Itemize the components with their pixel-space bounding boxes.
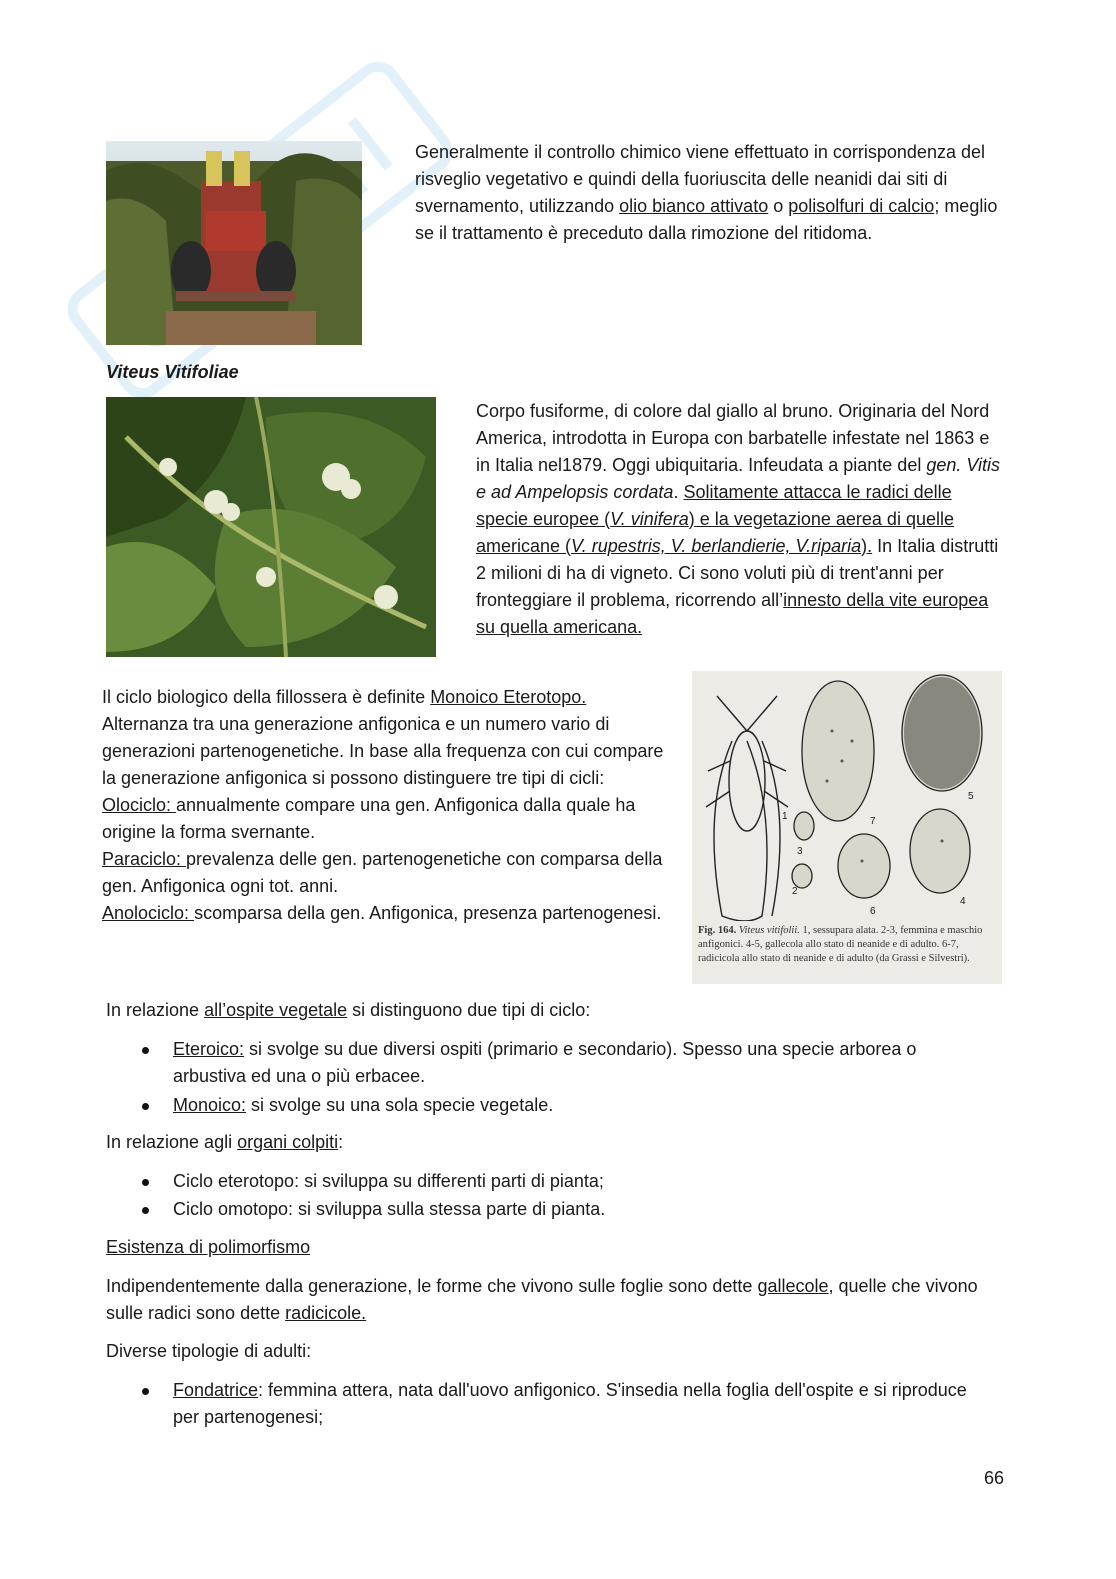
figure-label-6: 6 xyxy=(870,906,876,917)
radicicole-term: radicicole. xyxy=(285,1303,367,1323)
organi-colpiti-term: organi colpiti xyxy=(237,1132,339,1152)
polymorphism-paragraph: Indipendentemente dalla generazione, le forme che vivono sulle foglie sono dette gallecole, quelle che vivono sulle radici sono dette radicicole. xyxy=(106,1276,978,1323)
adults-intro: Diverse tipologie di adulti: xyxy=(106,1341,312,1361)
list-item: Ciclo omotopo: si sviluppa sulla stessa parte di pianta. xyxy=(106,1196,976,1223)
figure-label-5: 5 xyxy=(968,791,974,802)
cycle-paragraph: Il ciclo biologico della fillossera è definite Monoico Eterotopo. Alternanza tra una generazione anfigonica e un numero vario di generazioni partenogenetiche. In base alla frequenza con cui compare la generazione anfigonica si possono distinguere tre tipi di cicli: Olociclo: annualmente compare una gen. Anfigonica dalla quale ha origine la forma svernante. Paraciclo: prevalenza delle gen. partenogenetiche con comparsa della gen. Anfigonica ogni tot. anni. Anolociclo: scomparsa della gen. Anfigonica, presenza partenogenesi. xyxy=(102,687,664,923)
figure-label-4: 4 xyxy=(960,896,966,907)
figure-label-1: 1 xyxy=(782,811,788,822)
anolociclo-term: Anolociclo: xyxy=(102,903,195,923)
paraciclo-term: Paraciclo: xyxy=(102,849,187,869)
list-item: Monoico: si svolge su una sola specie vegetale. xyxy=(106,1092,976,1119)
list-item: Eteroico: si svolge su due diversi ospiti (primario e secondario). Spesso una specie arborea o arbustiva ed una o più erbacee. xyxy=(106,1036,976,1090)
vine-leaves-photo xyxy=(106,397,436,657)
host-intro: In relazione all’ospite vegetale si distinguono due tipi di ciclo: xyxy=(106,1000,591,1020)
section-title: Viteus Vitifoliae xyxy=(106,362,239,382)
list-item: Fondatrice: femmina attera, nata dall'uovo anfigonico. S'insedia nella foglia dell'ospite e si riproduce per partenogenesi; xyxy=(106,1377,976,1431)
organs-list xyxy=(106,1168,976,1223)
figure-caption: Fig. 164. Viteus vitifolii. 1, sessupara alata. 2-3, femmina e maschio anfigonici. 4-5, gallecola allo stato di neanide e di adulto. 6-7, radicicola allo stato di neanide e di adulto (da Grassi e Silvestri). xyxy=(698,925,983,964)
phylloxera-illustration xyxy=(692,671,1002,921)
description-paragraph: Corpo fusiforme, di colore dal giallo al bruno. Originaria del Nord America, introdotta in Europa con barbatelle infestate nel 1863 e in Italia nel1879. Oggi ubiquitaria. Infeudata a piante del gen. Vitis e ad Ampelopsis cordata. Solitamente attacca le radici delle specie europee (V. vinifera) e la vegetazione aerea di quelle americane (V. rupestris, V. berlandierie, V.riparia). In Italia distrutti 2 milioni di ha di vigneto. Ci sono voluti più di trent'anni per fronteggiare il problema, ricorrendo all’innesto della vite europea su quella americana. xyxy=(476,401,1001,637)
innesto-term: innesto della vite europea su quella americana. xyxy=(476,590,989,637)
ospite-vegetale-term: all’ospite vegetale xyxy=(204,1000,348,1020)
polisolfuri-term: polisolfuri di calcio xyxy=(788,196,935,216)
figure-label-3: 3 xyxy=(797,846,803,857)
intro-paragraph: Generalmente il controllo chimico viene effettuato in corrispondenza del risveglio vegetativo e quindi della fuoriuscita delle neanidi dai siti di svernamento, utilizzando olio bianco attivato o polisolfuri di calcio; meglio se il trattamento è preceduto dalla rimozione del ritidoma. xyxy=(415,142,998,243)
olociclo-term: Olociclo: xyxy=(102,795,177,815)
figure-label-2: 2 xyxy=(792,886,798,897)
adults-list xyxy=(106,1377,976,1431)
gallecole-term: gallecole xyxy=(757,1276,829,1296)
monoico-eterotopo-term: Monoico Eterotopo. xyxy=(430,687,587,707)
list-item: Ciclo eterotopo: si sviluppa su differenti parti di pianta; xyxy=(106,1168,976,1195)
phylloxera-figure xyxy=(692,671,1002,984)
page-number: 66 xyxy=(983,1468,1004,1488)
polymorphism-title: Esistenza di polimorfismo xyxy=(106,1237,311,1257)
host-list xyxy=(106,1036,976,1119)
attack-description: Solitamente attacca le radici delle specie europee (V. vinifera) e la vegetazione aerea di quelle americane (V. rupestris, V. berlandierie, V.riparia). xyxy=(476,482,954,556)
tractor-photo xyxy=(106,141,362,345)
organs-intro: In relazione agli organi colpiti: xyxy=(106,1132,344,1152)
olio-bianco-term: olio bianco attivato xyxy=(619,196,769,216)
figure-label-7: 7 xyxy=(870,816,876,827)
